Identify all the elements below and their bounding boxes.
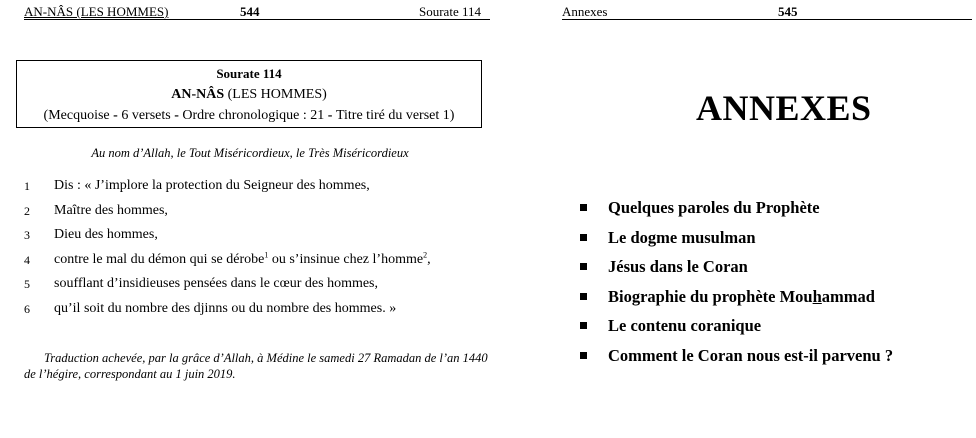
verse-number: 5	[24, 277, 30, 292]
verse-text-part: contre le mal du démon qui se dérobe	[54, 251, 265, 267]
annex-item-label: Quelques paroles du Prophète	[608, 198, 820, 217]
verse-text: Dis : « J’implore la protection du Seigneur des hommes,	[54, 178, 370, 193]
verse	[24, 201, 494, 226]
annex-item-label: Jésus dans le Coran	[608, 257, 748, 277]
verse-text: soufflant d’insidieuses pensées dans le cœur des hommes,	[54, 276, 379, 292]
verse-text-part: ,	[427, 251, 431, 267]
annex-item-label-part: ammad	[821, 286, 875, 306]
annex-item-label: Comment le Coran nous est-il parvenu ?	[608, 345, 894, 365]
verse	[24, 274, 494, 299]
translation-colophon: Traduction achevée, par la grâce d’Allah, à Médine le samedi 27 Ramadan de l’an 1440 de l’hégire, correspondant au 1 juin 2019.	[24, 351, 488, 381]
bullet-square-icon	[580, 322, 587, 329]
page-number: 545	[778, 4, 798, 19]
surah-number: Sourate 114	[216, 66, 282, 81]
info-title-source: Titre tiré du verset 1)	[335, 108, 455, 123]
surah-info	[17, 106, 481, 126]
annex-item-label: Le dogme musulman	[608, 227, 756, 247]
running-header-left: AN-NÂS (LES HOMMES)	[24, 4, 169, 19]
surah-name	[17, 85, 481, 105]
header-rule	[24, 19, 490, 20]
verse-text: Maître des hommes,	[54, 202, 168, 218]
verse-text: Dieu des hommes,	[54, 227, 158, 243]
verse-text	[54, 250, 431, 270]
verse	[24, 225, 494, 250]
info-order: Ordre chronologique : 21	[182, 108, 325, 123]
info-sep: -	[109, 108, 122, 123]
surah-name-french: (LES HOMMES)	[224, 87, 327, 102]
verse-list	[24, 176, 494, 324]
bullet-square-icon	[580, 293, 587, 300]
basmala: Au nom d’Allah, le Tout Miséricordieux, le Très Miséricordieux	[91, 146, 409, 160]
annex-item-label-part: h	[812, 286, 822, 306]
surah-title-box	[16, 60, 482, 128]
footnote-ref[interactable]: 2	[423, 250, 428, 260]
running-header-right: Sourate 114	[419, 4, 481, 19]
verse	[24, 299, 494, 324]
verse-number: 2	[24, 203, 30, 218]
bullet-square-icon	[580, 204, 587, 211]
info-sep: -	[324, 108, 336, 123]
verse	[24, 176, 494, 201]
annex-item-label	[608, 285, 875, 309]
annex-item-label: Le contenu coranique	[608, 316, 762, 336]
info-origin: (Mecquoise	[43, 108, 110, 123]
verse-number: 6	[24, 301, 30, 316]
page-number: 544	[240, 4, 260, 19]
verse	[24, 250, 494, 275]
footnote-ref[interactable]: 1	[264, 250, 269, 260]
header-rule	[562, 19, 972, 20]
page-title: ANNEXES	[696, 88, 872, 128]
info-verses: 6 versets	[121, 108, 171, 123]
bullet-square-icon	[580, 352, 587, 359]
surah-name-arabic: AN-NÂS	[171, 87, 225, 102]
verse-number: 1	[24, 179, 30, 193]
annex-item-label-part: Biographie du prophète Mou	[608, 286, 813, 306]
info-sep: -	[170, 108, 183, 123]
verse-number: 4	[24, 252, 30, 267]
verse-text: qu’il soit du nombre des djinns ou du nombre des hommes. »	[54, 300, 397, 316]
right-page	[540, 0, 976, 438]
running-header-left: Annexes	[562, 4, 608, 19]
verse-text-part: ou s’insinue chez l’homme	[268, 251, 424, 267]
bullet-square-icon	[580, 263, 587, 270]
verse-number: 3	[24, 228, 30, 243]
bullet-square-icon	[580, 234, 587, 241]
